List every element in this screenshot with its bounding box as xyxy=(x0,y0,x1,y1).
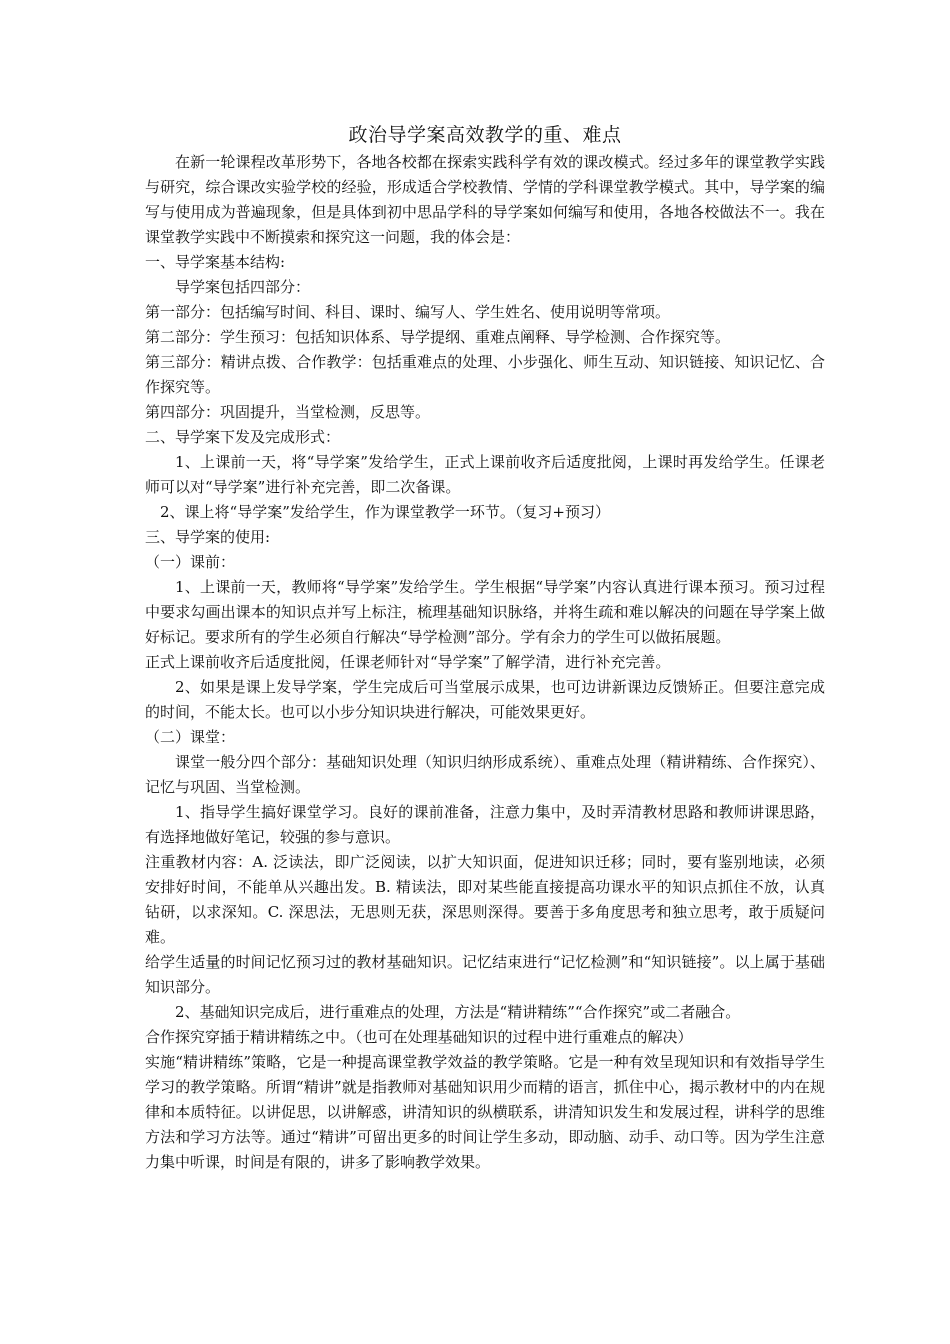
paragraph: （一）课前： xyxy=(145,553,236,571)
paragraph: 课堂一般分四个部分：基础知识处理（知识归纳形成系统）、重难点处理（精讲精练、合作探究）、记忆与巩固、当堂检测。 xyxy=(145,753,825,796)
paragraph: 导学案包括四部分： xyxy=(175,278,311,296)
paragraph: 二、导学案下发及完成形式： xyxy=(145,428,341,446)
paragraph: （二）课堂： xyxy=(145,728,236,746)
paragraph: 1、指导学生搞好课堂学习。良好的课前准备，注意力集中，及时弄清教材思路和教师讲课思路，有选择地做好笔记，较强的参与意识。 xyxy=(145,803,825,846)
paragraph: 2、基础知识完成后，进行重难点的处理，方法是“精讲精练”“合作探究”或二者融合。 xyxy=(175,1003,741,1021)
paragraph: 三、导学案的使用: xyxy=(145,528,271,546)
paragraph: 一、导学案基本结构: xyxy=(145,253,286,271)
paragraph: 第三部分：精讲点拨、合作教学：包括重难点的处理、小步强化、师生互动、知识链接、知识记忆、合作探究等。 xyxy=(145,353,825,396)
paragraph: 第二部分：学生预习：包括知识体系、导学提纲、重难点阐释、导学检测、合作探究等。 xyxy=(145,328,731,346)
document-title: 政治导学案高效教学的重、难点 xyxy=(348,124,622,146)
paragraph: 1、上课前一天，将“导学案”发给学生，正式上课前收齐后适度批阅，上课时再发给学生。任课老师可以对“导学案”进行补充完善，即二次备课。 xyxy=(145,453,825,496)
paragraph-list xyxy=(145,150,825,1175)
paragraph: 合作探究穿插于精讲精练之中。（也可在处理基础知识的过程中进行重难点的解决） xyxy=(145,1028,693,1046)
paragraph: 1、上课前一天，教师将“导学案”发给学生。学生根据“导学案”内容认真进行课本预习。预习过程中要求勾画出课本的知识点并写上标注，梳理基础知识脉络，并将生疏和难以解决的问题在导学案上做好标记。要求所有的学生必须自行解决“导学检测”部分。学有余力的学生可以做拓展题。 xyxy=(145,578,825,646)
paragraph: 2、如果是课上发导学案，学生完成后可当堂展示成果，也可边讲新课边反馈矫正。但要注意完成的时间，不能太长。也可以小步分知识块进行解决，可能效果更好。 xyxy=(145,678,825,721)
paragraph: 注重教材内容：A. 泛读法，即广泛阅读，以扩大知识面，促进知识迁移；同时，要有鉴别地读，必须安排好时间，不能单从兴趣出发。B. 精读法，即对某些能直接提高功课水平的知识点抓住不放，认真钻研，以求深知。C. 深思法，无思则无获，深思则深得。要善于多角度思考和独立思考，敢于质疑问难。 xyxy=(145,853,825,946)
paragraph: 2、课上将“导学案”发给学生，作为课堂教学一环节。（复习+预习） xyxy=(160,503,610,521)
paragraph: 实施“精讲精练”策略，它是一种提高课堂教学效益的教学策略。它是一种有效呈现知识和有效指导学生学习的教学策略。所谓“精讲”就是指教师对基础知识用少而精的语言，抓住中心，揭示教材中的内在规律和本质特征。以讲促思，以讲解惑，讲清知识的纵横联系，讲清知识发生和发展过程，讲科学的思维方法和学习方法等。通过“精讲”可留出更多的时间让学生多动，即动脑、动手、动口等。因为学生注意力集中听课，时间是有限的，讲多了影响教学效果。 xyxy=(145,1053,825,1171)
paragraph: 正式上课前收齐后适度批阅，任课老师针对“导学案”了解学清，进行补充完善。 xyxy=(145,653,671,671)
paragraph: 给学生适量的时间记忆预习过的教材基础知识。记忆结束进行“记忆检测”和“知识链接”。以上属于基础知识部分。 xyxy=(145,953,825,996)
document-body xyxy=(145,120,825,1175)
paragraph: 在新一轮课程改革形势下，各地各校都在探索实践科学有效的课改模式。经过多年的课堂教学实践与研究，综合课改实验学校的经验，形成适合学校教情、学情的学科课堂教学模式。其中，导学案的编写与使用成为普遍现象，但是具体到初中思品学科的导学案如何编写和使用，各地各校做法不一。我在课堂教学实践中不断摸索和探究这一问题，我的体会是： xyxy=(145,153,825,246)
paragraph: 第四部分：巩固提升，当堂检测，反思等。 xyxy=(145,403,431,421)
paragraph: 第一部分：包括编写时间、科目、课时、编写人、学生姓名、使用说明等常项。 xyxy=(145,303,671,321)
